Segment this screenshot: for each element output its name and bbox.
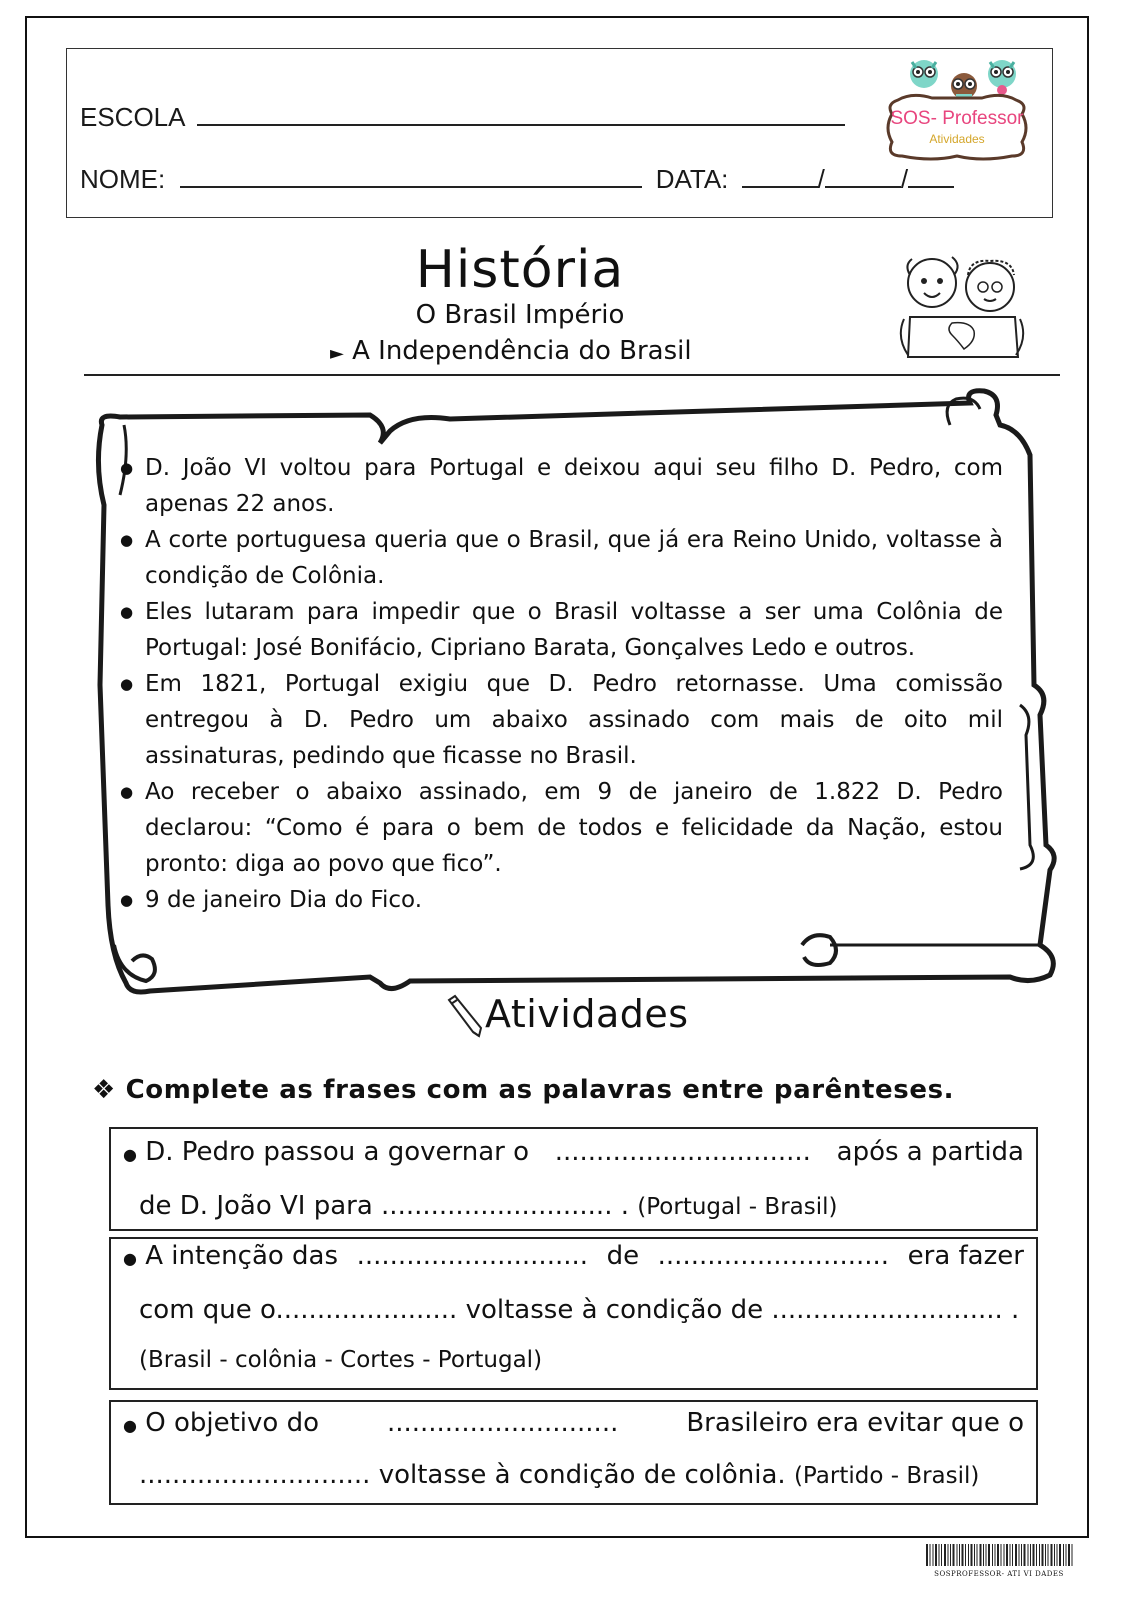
- barcode-bar: [1066, 1544, 1067, 1566]
- name-field[interactable]: [180, 164, 642, 188]
- school-row: [80, 102, 845, 133]
- exercise-text: de: [606, 1241, 640, 1271]
- content-bullet-list: [118, 450, 1003, 918]
- exercise-1-line-1: ● D. Pedro passou a governar o ............................... após a partida: [123, 1137, 1024, 1167]
- barcode-bar: [1006, 1544, 1008, 1566]
- fill-blank[interactable]: ...............................: [554, 1137, 811, 1167]
- name-row: [80, 164, 954, 195]
- exercise-text: A intenção das: [145, 1241, 339, 1271]
- barcode-bar: [1054, 1544, 1055, 1566]
- school-field[interactable]: [197, 102, 845, 126]
- barcode-bar: [968, 1544, 969, 1566]
- barcode-bar: [930, 1544, 931, 1566]
- barcode-bar: [1039, 1544, 1040, 1566]
- barcode-bar: [1068, 1544, 1070, 1566]
- barcode-bar: [992, 1544, 993, 1566]
- barcode-bar: [1045, 1544, 1046, 1566]
- barcode-bar: [1063, 1544, 1064, 1566]
- exercise-3-line-2: [139, 1460, 1024, 1490]
- exercise-text: O objetivo do: [145, 1408, 319, 1438]
- date-day-field[interactable]: [742, 164, 818, 188]
- barcode-bar: [1015, 1544, 1017, 1566]
- topic-marker-icon: ►: [330, 343, 344, 364]
- list-item: ● Ao receber o abaixo assinado, em 9 de janeiro de 1.822 D. Pedro declarou: “Como é para o bem de todos e felicidade da Nação, estou pronto: diga ao povo que fico”.: [118, 774, 1003, 882]
- word-hint: (Partido - Brasil): [793, 1463, 980, 1489]
- exercise-box-1: [109, 1127, 1038, 1231]
- fill-blank[interactable]: ............................ .: [381, 1191, 629, 1221]
- exercise-2-line-1: ● A intenção das ............................ de ............................ era fazer: [123, 1241, 1024, 1271]
- diamond-bullet-icon: ❖: [92, 1075, 116, 1105]
- barcode-bar: [1001, 1544, 1002, 1566]
- exercise-2-line-2: [139, 1295, 1024, 1325]
- instruction: [92, 1075, 954, 1105]
- logo-sub: Atividades: [929, 132, 985, 146]
- barcode-bar: [983, 1544, 984, 1566]
- barcode-bar: [959, 1544, 960, 1566]
- fill-blank[interactable]: ............................ .: [771, 1295, 1020, 1325]
- barcode-bar: [1019, 1544, 1020, 1566]
- sos-professor-logo: [882, 56, 1032, 166]
- exercise-text: voltasse à condição de colônia.: [378, 1460, 786, 1490]
- date-year-field[interactable]: [908, 164, 954, 188]
- barcode-bar: [941, 1544, 942, 1566]
- word-hint: (Brasil - colônia - Cortes - Portugal): [139, 1347, 543, 1373]
- exercise-text: Brasileiro era evitar que o: [686, 1408, 1024, 1438]
- barcode-bar: [997, 1544, 999, 1566]
- fill-blank[interactable]: ............................: [356, 1241, 589, 1271]
- date-separator: /: [900, 164, 909, 194]
- exercise-text: após a partida: [836, 1137, 1024, 1167]
- exercise-box-3: [109, 1400, 1038, 1505]
- barcode-bar: [1021, 1544, 1022, 1566]
- barcode-bar: [948, 1544, 949, 1566]
- word-hint: (Portugal - Brasil): [637, 1194, 838, 1220]
- unit-title: O Brasil Império: [415, 300, 625, 330]
- barcode-text: SOSPROFESSOR- ATI VI DADES: [934, 1570, 1064, 1578]
- barcode-icon: [924, 1544, 1074, 1566]
- topic-text: A Independência do Brasil: [352, 336, 692, 366]
- exercise-box-2: [109, 1237, 1038, 1390]
- barcode-bar: [977, 1544, 978, 1566]
- instruction-text: Complete as frases com as palavras entre parênteses.: [125, 1075, 955, 1105]
- exercise-3-line-1: ● O objetivo do ............................ Brasileiro era evitar que o: [123, 1408, 1024, 1438]
- barcode-bar: [1024, 1544, 1026, 1566]
- barcode: [924, 1544, 1074, 1576]
- barcode-bar: [1072, 1544, 1073, 1566]
- activities-heading: [445, 990, 705, 1040]
- barcode-bar: [971, 1544, 973, 1566]
- barcode-bar: [988, 1544, 990, 1566]
- date-separator: /: [817, 164, 825, 194]
- list-item: ● Em 1821, Portugal exigiu que D. Pedro retornasse. Uma comissão entregou à D. Pedro um abaixo assinado com mais de oito mil assinaturas, pedindo que ficasse no Brasil.: [118, 666, 1003, 774]
- fill-blank[interactable]: ......................: [275, 1295, 458, 1325]
- barcode-bar: [1042, 1544, 1044, 1566]
- exercise-text: com que o: [139, 1295, 276, 1325]
- list-item: ● Eles lutaram para impedir que o Brasil voltasse a ser uma Colônia de Portugal: José Bonifácio, Cipriano Barata, Gonçalves Ledo e outros.: [118, 594, 1003, 666]
- barcode-bar: [1051, 1544, 1053, 1566]
- barcode-bar: [1048, 1544, 1049, 1566]
- barcode-bar: [926, 1544, 928, 1566]
- barcode-bar: [1057, 1544, 1058, 1566]
- list-item: ● D. João VI voltou para Portugal e deixou aqui seu filho D. Pedro, com apenas 22 anos.: [118, 450, 1003, 522]
- exercise-1-line-2: [139, 1191, 1024, 1221]
- barcode-bar: [962, 1544, 964, 1566]
- barcode-bar: [933, 1544, 934, 1566]
- barcode-bar: [1036, 1544, 1037, 1566]
- exercise-text: era fazer: [907, 1241, 1024, 1271]
- barcode-bar: [957, 1544, 958, 1566]
- exercise-text: D. Pedro passou a governar o: [145, 1137, 530, 1167]
- owl-icon: [910, 60, 938, 88]
- page-title: História: [415, 240, 625, 300]
- barcode-bar: [965, 1544, 966, 1566]
- barcode-bar: [1028, 1544, 1029, 1566]
- barcode-bar: [939, 1544, 940, 1566]
- barcode-bar: [950, 1544, 951, 1566]
- owl-icon: [988, 60, 1016, 95]
- fill-blank[interactable]: ............................: [139, 1460, 371, 1490]
- exercise-text: de D. João VI para: [139, 1191, 373, 1221]
- barcode-bar: [953, 1544, 955, 1566]
- logo-brand: SOS- Professor: [890, 108, 1024, 129]
- barcode-bar: [935, 1544, 937, 1566]
- barcode-bar: [995, 1544, 996, 1566]
- barcode-bar: [1059, 1544, 1061, 1566]
- topic-title: [330, 336, 692, 366]
- pencil-icon: [445, 994, 485, 1038]
- date-label: DATA:: [655, 164, 729, 194]
- barcode-bar: [1030, 1544, 1031, 1566]
- barcode-bar: [1033, 1544, 1035, 1566]
- barcode-bar: [974, 1544, 975, 1566]
- children-map-illustration-icon: [890, 245, 1035, 370]
- school-label: ESCOLA: [80, 102, 185, 132]
- barcode-bar: [1010, 1544, 1011, 1566]
- exercise-text: voltasse à condição de: [465, 1295, 764, 1325]
- barcode-bar: [1012, 1544, 1013, 1566]
- barcode-bar: [986, 1544, 987, 1566]
- list-item: ● 9 de janeiro Dia do Fico.: [118, 882, 1003, 918]
- barcode-bar: [944, 1544, 946, 1566]
- list-item: ● A corte portuguesa queria que o Brasil, que já era Reino Unido, voltasse à condição de Colônia.: [118, 522, 1003, 594]
- fill-blank[interactable]: ............................: [386, 1408, 619, 1438]
- activities-title: Atividades: [485, 992, 689, 1036]
- name-label: NOME:: [80, 164, 166, 194]
- barcode-bar: [1004, 1544, 1005, 1566]
- fill-blank[interactable]: ............................: [657, 1241, 890, 1271]
- title-rule: [84, 374, 1060, 376]
- barcode-bar: [980, 1544, 982, 1566]
- date-month-field[interactable]: [825, 164, 901, 188]
